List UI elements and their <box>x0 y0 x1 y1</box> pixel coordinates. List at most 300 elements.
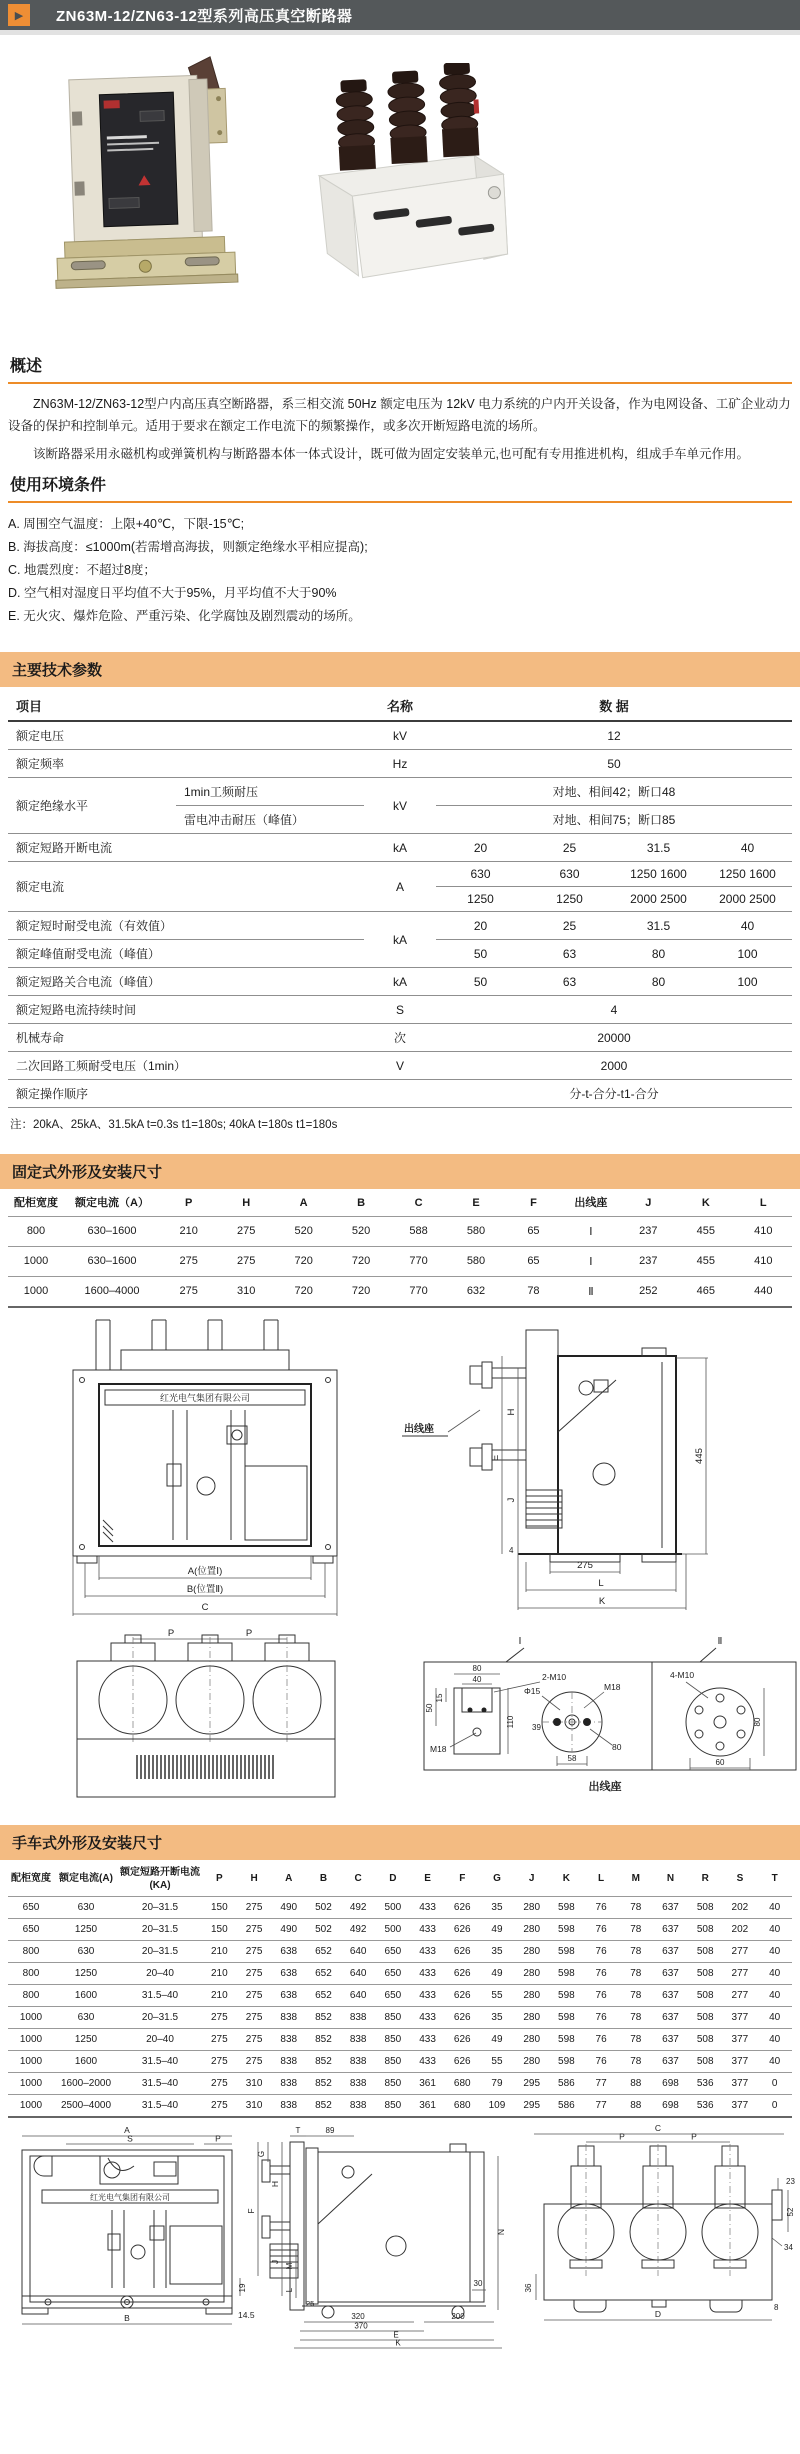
column-header: 额定电流（A） <box>64 1191 160 1216</box>
table-cell: 275 <box>160 1276 217 1307</box>
table-cell: 额定绝缘水平 <box>8 778 176 834</box>
column-header: D <box>376 1862 411 1897</box>
column-header: P <box>160 1191 217 1216</box>
table-cell: 25 <box>525 834 614 862</box>
table-cell: 433 <box>410 1918 445 1940</box>
table-cell: 65 <box>505 1246 562 1276</box>
header-row <box>8 1191 792 1216</box>
table-cell: 433 <box>410 2050 445 2072</box>
table-cell: 433 <box>410 2006 445 2028</box>
table-row <box>8 996 792 1024</box>
table-cell: 640 <box>341 1962 376 1984</box>
dim-label: S <box>127 2133 133 2144</box>
table-cell: 2000 2500 <box>703 887 792 912</box>
table-cell: 800 <box>8 1962 54 1984</box>
table-row <box>8 1080 792 1108</box>
column-header: E <box>447 1191 504 1216</box>
table-cell: 652 <box>306 1984 341 2006</box>
table-cell: 598 <box>549 2028 584 2050</box>
table-cell: 626 <box>445 2028 480 2050</box>
table-cell: Ⅱ <box>562 1276 619 1307</box>
dim-label: B(位置Ⅱ) <box>186 1583 224 1595</box>
table-cell: 76 <box>584 2006 619 2028</box>
section-overview <box>0 353 800 466</box>
dim-label: 200 <box>451 2311 465 2321</box>
table-cell: 项目 <box>8 691 364 721</box>
column-header: 额定电流(A) <box>54 1862 118 1897</box>
table-cell: 838 <box>341 2094 376 2117</box>
table-cell: 637 <box>653 1940 688 1962</box>
table-cell: 598 <box>549 1962 584 1984</box>
table-cell: 640 <box>341 1940 376 1962</box>
table-cell: 632 <box>447 1276 504 1307</box>
table-cell: 838 <box>341 2050 376 2072</box>
table-cell: kA <box>364 968 436 996</box>
table-cell: 586 <box>549 2072 584 2094</box>
table-cell: 78 <box>618 1896 653 1918</box>
table-cell: 1000 <box>8 2006 54 2028</box>
dim-label: L <box>598 1577 604 1589</box>
environment-item: A. 周围空气温度：上限+40℃，下限-15℃; <box>8 516 245 531</box>
column-header: C <box>341 1862 376 1897</box>
table-cell: 78 <box>618 2006 653 2028</box>
section-environment <box>0 472 800 629</box>
table-cell: 650 <box>376 1940 411 1962</box>
dim-label: F <box>246 2207 256 2214</box>
table-cell: 536 <box>688 2072 723 2094</box>
table-cell: 40 <box>757 1940 792 1962</box>
table-cell: 838 <box>271 2094 306 2117</box>
table-cell: 额定电流 <box>8 862 364 912</box>
table-cell: 76 <box>584 1940 619 1962</box>
breaker-rear-illustration <box>314 63 509 280</box>
table-cell: 637 <box>653 2028 688 2050</box>
table-cell: 100 <box>703 968 792 996</box>
dim-label: J <box>506 1497 517 1502</box>
table-cell: 626 <box>445 1896 480 1918</box>
trolley-rear-view <box>524 2123 795 2320</box>
table-cell: 数 据 <box>436 691 792 721</box>
table-cell: 109 <box>480 2094 515 2117</box>
dim-label: 34 <box>784 2242 793 2252</box>
table-cell: 433 <box>410 1940 445 1962</box>
tech-params-note: 注：20kA、25kA、31.5kA t=0.3s t1=180s; 40kA t=180s t1=180s <box>10 1119 338 1132</box>
table-cell: 508 <box>688 1896 723 1918</box>
dim-label: P <box>691 2131 697 2142</box>
dim-label: T <box>295 2125 301 2135</box>
table-cell: 850 <box>376 2028 411 2050</box>
table-cell: 410 <box>735 1216 792 1246</box>
table-cell: 598 <box>549 1896 584 1918</box>
dim-label: 30 <box>473 2278 483 2288</box>
table-cell: 698 <box>653 2094 688 2117</box>
table-cell: 433 <box>410 1896 445 1918</box>
dim-label: 39 <box>532 1722 541 1732</box>
table-cell: 20000 <box>436 1024 792 1052</box>
table-cell: 650 <box>8 1896 54 1918</box>
dim-label: 23 <box>786 2176 795 2186</box>
table-cell: 额定短时耐受电流（有效值） <box>8 912 364 940</box>
overview-paragraph-1: ZN63M-12/ZN63-12型户内高压真空断路器，系三相交流 50Hz 额定电压为 12kV 电力系统的户内开关设备，作为电网设备、工矿企业动力设备的保护和控制单元。适用于要求在额定工作电流下的频繁操作，或多次开断短路电流的场所。 <box>8 397 791 433</box>
table-cell: 55 <box>480 1984 515 2006</box>
table-row <box>8 1246 792 1276</box>
table-cell: 680 <box>445 2072 480 2094</box>
table-cell: 852 <box>306 2050 341 2072</box>
table-cell: A <box>364 862 436 912</box>
dim-label: 275 <box>577 1559 593 1571</box>
table-cell: 78 <box>505 1276 562 1307</box>
table-cell: 78 <box>618 1940 653 1962</box>
environment-item: B. 海拔高度：≤1000m(若需增高海拔，则额定绝缘水平相应提高); <box>8 539 368 554</box>
environment-item: E. 无火灾、爆炸危险、严重污染、化学腐蚀及剧烈震动的场所。 <box>8 609 361 624</box>
table-cell: 800 <box>8 1216 64 1246</box>
table-cell: 40 <box>757 1918 792 1940</box>
table-cell: 40 <box>757 1962 792 1984</box>
table-cell: 280 <box>514 2006 549 2028</box>
dim-label: 40 <box>472 1674 482 1684</box>
column-header: F <box>445 1862 480 1897</box>
table-cell: 237 <box>620 1216 677 1246</box>
table-cell: 640 <box>341 1984 376 2006</box>
table-cell: 20 <box>436 834 525 862</box>
table-cell: 40 <box>703 834 792 862</box>
table-cell: 508 <box>688 2028 723 2050</box>
table-cell: 588 <box>390 1216 447 1246</box>
table-cell: 852 <box>306 2072 341 2094</box>
dim-label: 370 <box>354 2321 368 2331</box>
table-cell: 76 <box>584 1984 619 2006</box>
table-cell: 295 <box>514 2094 549 2117</box>
fixed-band: 固定式外形及安装尺寸 <box>0 1154 800 1189</box>
table-cell: kV <box>364 778 436 834</box>
table-cell: V <box>364 1052 436 1080</box>
dim-label: G <box>257 2150 266 2157</box>
table-cell: 280 <box>514 1962 549 1984</box>
table-cell: 63 <box>525 968 614 996</box>
column-header: J <box>620 1191 677 1216</box>
table-cell: 25 <box>525 912 614 940</box>
table-cell: 433 <box>410 1984 445 2006</box>
table-cell: 492 <box>341 1918 376 1940</box>
table-cell: 1000 <box>8 2050 54 2072</box>
dim-label: A <box>124 2124 130 2135</box>
table-cell: 440 <box>735 1276 792 1307</box>
table-cell: 额定短路电流持续时间 <box>8 996 364 1024</box>
table-cell: 720 <box>275 1246 332 1276</box>
dim-label: 19 <box>238 2283 247 2292</box>
table-cell: 20–40 <box>118 2028 202 2050</box>
trolley-technical-drawing <box>0 2122 800 2352</box>
overview-paragraph-2: 该断路器采用永磁机构或弹簧机构与断路器本体一体式设计，既可做为固定安装单元,也可配有专用推进机构，组成手车单元作用。 <box>33 446 749 461</box>
table-cell: 310 <box>237 2094 272 2117</box>
table-cell: 650 <box>376 1984 411 2006</box>
fixed-outlet-details <box>424 1636 796 1793</box>
table-cell: 40 <box>757 2028 792 2050</box>
table-cell: 1250 1600 <box>703 862 792 887</box>
table-cell: 637 <box>653 1984 688 2006</box>
table-cell: 490 <box>271 1896 306 1918</box>
table-cell: 78 <box>618 1962 653 1984</box>
table-cell: 额定短路关合电流（峰值） <box>8 968 364 996</box>
table-cell: 202 <box>723 1918 758 1940</box>
table-cell: 237 <box>620 1246 677 1276</box>
dim-label: E <box>393 2330 399 2340</box>
table-cell: 465 <box>677 1276 734 1307</box>
table-cell: 275 <box>202 2050 237 2072</box>
tech-params-table-wrap <box>0 691 800 1108</box>
table-cell: 49 <box>480 1918 515 1940</box>
breaker-front-illustration <box>48 56 238 288</box>
table-cell: 377 <box>723 2094 758 2117</box>
product-photos <box>0 35 800 353</box>
table-cell: 31.5–40 <box>118 2072 202 2094</box>
table-cell: 65 <box>505 1216 562 1246</box>
table-cell: 100 <box>703 940 792 968</box>
dim-label: N <box>496 2228 506 2235</box>
dim-label: K <box>395 2338 401 2348</box>
trolley-table-wrap <box>0 1862 800 2118</box>
dim-label: P <box>245 1627 253 1639</box>
table-cell: 626 <box>445 2050 480 2072</box>
table-row <box>8 834 792 862</box>
table-cell: 76 <box>584 2050 619 2072</box>
dim-label: 60 <box>715 1757 725 1767</box>
table-cell: 626 <box>445 1984 480 2006</box>
dim-label: K <box>598 1595 606 1607</box>
table-cell: 310 <box>217 1276 274 1307</box>
table-cell: 280 <box>514 1984 549 2006</box>
table-cell: 2000 <box>436 1052 792 1080</box>
table-cell: 20 <box>436 912 525 940</box>
header-arrow-icon: ▶ <box>8 4 30 26</box>
table-cell <box>364 1080 436 1108</box>
table-cell: 280 <box>514 1940 549 1962</box>
table-cell: 210 <box>202 1962 237 1984</box>
table-cell: 280 <box>514 1918 549 1940</box>
table-cell: 35 <box>480 2006 515 2028</box>
table-cell: 31.5–40 <box>118 2050 202 2072</box>
table-row <box>8 721 792 750</box>
table-cell: 0 <box>757 2094 792 2117</box>
table-cell: 1250 1600 <box>614 862 703 887</box>
table-cell: 额定频率 <box>8 750 364 778</box>
dim-label: P <box>167 1627 175 1639</box>
column-header: L <box>584 1862 619 1897</box>
dim-label: J <box>270 2259 280 2264</box>
table-cell: 377 <box>723 2072 758 2094</box>
table-cell: S <box>364 996 436 1024</box>
table-cell: 490 <box>271 1918 306 1940</box>
table-cell: 1250 <box>54 2028 118 2050</box>
table-row <box>8 2094 792 2117</box>
table-cell: 202 <box>723 1896 758 1918</box>
table-cell: 850 <box>376 2072 411 2094</box>
trolley-drawings <box>0 2118 800 2357</box>
product-photo-rear <box>306 63 516 313</box>
dim-label: 15 <box>435 1693 444 1702</box>
table-cell: 652 <box>306 1962 341 1984</box>
table-cell: 1min工频耐压 <box>176 778 364 806</box>
table-cell: 210 <box>202 1940 237 1962</box>
table-cell: 838 <box>271 2050 306 2072</box>
table-cell: 630–1600 <box>64 1246 160 1276</box>
column-header: C <box>390 1191 447 1216</box>
table-cell: 0 <box>757 2072 792 2094</box>
table-cell: 838 <box>341 2006 376 2028</box>
table-cell: 637 <box>653 1962 688 1984</box>
table-cell: 31.5–40 <box>118 1984 202 2006</box>
table-cell: 500 <box>376 1896 411 1918</box>
dim-label: 50 <box>425 1703 434 1712</box>
table-cell: 838 <box>271 2006 306 2028</box>
table-cell: 76 <box>584 2028 619 2050</box>
table-cell: 76 <box>584 1918 619 1940</box>
table-cell: 275 <box>160 1246 217 1276</box>
dim-label: C <box>654 2122 662 2133</box>
table-cell: 额定操作顺序 <box>8 1080 364 1108</box>
table-cell: 80 <box>614 940 703 968</box>
table-cell: 637 <box>653 2050 688 2072</box>
table-row <box>8 778 792 806</box>
table-cell: 275 <box>237 1896 272 1918</box>
table-cell: 80 <box>614 968 703 996</box>
table-cell: 455 <box>677 1216 734 1246</box>
table-cell: 361 <box>410 2072 445 2094</box>
table-cell: 50 <box>436 968 525 996</box>
table-row <box>8 862 792 887</box>
dim-label: M18 <box>604 1681 621 1692</box>
dim-label: 80 <box>472 1663 482 1673</box>
table-cell: 分-t-合分-t1-合分 <box>436 1080 792 1108</box>
environment-item: D. 空气相对湿度日平均值不大于95%，月平均值不大于90% <box>8 586 337 600</box>
table-cell: 1600–4000 <box>64 1276 160 1307</box>
environment-heading: 使用环境条件 <box>8 472 792 503</box>
table-cell: 598 <box>549 1940 584 1962</box>
table-cell: 720 <box>332 1276 389 1307</box>
table-cell: 20–40 <box>118 1962 202 1984</box>
dim-label: L <box>285 2287 294 2292</box>
table-cell: 520 <box>332 1216 389 1246</box>
table-cell: 40 <box>757 2050 792 2072</box>
company-label: 红光电气集团有限公司 <box>159 1392 251 1403</box>
table-cell: 210 <box>202 1984 237 2006</box>
table-cell: 502 <box>306 1918 341 1940</box>
table-cell: 838 <box>271 2072 306 2094</box>
dim-label: 36 <box>524 2283 533 2292</box>
table-cell: 586 <box>549 2094 584 2117</box>
table-row <box>8 2072 792 2094</box>
column-header: R <box>688 1862 723 1897</box>
dim-label: C <box>201 1601 209 1613</box>
table-cell: 额定电压 <box>8 721 364 750</box>
table-cell: 78 <box>618 2050 653 2072</box>
table-cell: 277 <box>723 1940 758 1962</box>
dim-label: Φ15 <box>524 1685 541 1696</box>
table-cell: 额定短路开断电流 <box>8 834 364 862</box>
column-header: 配柜宽度 <box>8 1191 64 1216</box>
table-cell: Ⅰ <box>562 1246 619 1276</box>
column-header: K <box>549 1862 584 1897</box>
product-photo-front <box>45 49 260 349</box>
table-cell: 1600–2000 <box>54 2072 118 2094</box>
dim-label: 8 <box>774 2302 779 2312</box>
table-cell: 852 <box>306 2006 341 2028</box>
trolley-band: 手车式外形及安装尺寸 <box>0 1825 800 1860</box>
table-cell: 252 <box>620 1276 677 1307</box>
column-header: J <box>514 1862 549 1897</box>
table-cell: 637 <box>653 1918 688 1940</box>
company-label: 红光电气集团有限公司 <box>90 2192 170 2202</box>
column-header: B <box>332 1191 389 1216</box>
table-cell: 1000 <box>8 2094 54 2117</box>
column-header: A <box>271 1862 306 1897</box>
table-cell: 770 <box>390 1246 447 1276</box>
table-cell: 310 <box>237 2072 272 2094</box>
fixed-top-view <box>77 1628 335 1797</box>
table-cell: 638 <box>271 1962 306 1984</box>
fixed-side-view <box>402 1330 708 1610</box>
table-cell: 455 <box>677 1246 734 1276</box>
table-cell: 55 <box>480 2050 515 2072</box>
column-header: H <box>237 1862 272 1897</box>
column-header: E <box>410 1862 445 1897</box>
table-cell: 277 <box>723 1984 758 2006</box>
table-cell: 31.5–40 <box>118 2094 202 2117</box>
table-cell: 210 <box>160 1216 217 1246</box>
table-cell: 1250 <box>525 887 614 912</box>
dim-label: P <box>215 2133 221 2144</box>
table-cell: 637 <box>653 2006 688 2028</box>
table-cell: 852 <box>306 2028 341 2050</box>
table-cell: 277 <box>723 1962 758 1984</box>
table-row <box>8 912 792 940</box>
table-cell: 76 <box>584 1896 619 1918</box>
table-row <box>8 2006 792 2028</box>
table-cell: 838 <box>341 2028 376 2050</box>
table-cell: 1000 <box>8 2072 54 2094</box>
table-cell: 630–1600 <box>64 1216 160 1246</box>
table-cell: 838 <box>341 2072 376 2094</box>
table-cell: 275 <box>202 2028 237 2050</box>
table-cell: 76 <box>584 1962 619 1984</box>
table-cell: 626 <box>445 1918 480 1940</box>
table-cell: 49 <box>480 1962 515 1984</box>
table-cell: Hz <box>364 750 436 778</box>
table-cell: 1000 <box>8 1246 64 1276</box>
table-row <box>8 1024 792 1052</box>
table-cell: 名称 <box>364 691 436 721</box>
table-row <box>8 1052 792 1080</box>
table-cell: 680 <box>445 2094 480 2117</box>
table-cell: 492 <box>341 1896 376 1918</box>
fixed-technical-drawing <box>0 1312 800 1812</box>
dim-label: 4-M10 <box>670 1669 695 1680</box>
fixed-drawings <box>0 1308 800 1817</box>
table-cell: 280 <box>514 2050 549 2072</box>
table-cell: 508 <box>688 1918 723 1940</box>
table-cell: 598 <box>549 1918 584 1940</box>
dim-label: B <box>124 2312 130 2323</box>
column-header: G <box>480 1862 515 1897</box>
column-header: S <box>723 1862 758 1897</box>
dim-label: 2-M10 <box>542 1671 567 1682</box>
dim-label: H <box>506 1408 517 1415</box>
table-cell: 35 <box>480 1940 515 1962</box>
table-cell: 88 <box>618 2094 653 2117</box>
table-cell: 77 <box>584 2094 619 2117</box>
table-cell: 698 <box>653 2072 688 2094</box>
outlet-seat-label: 出线座 <box>404 1423 434 1435</box>
